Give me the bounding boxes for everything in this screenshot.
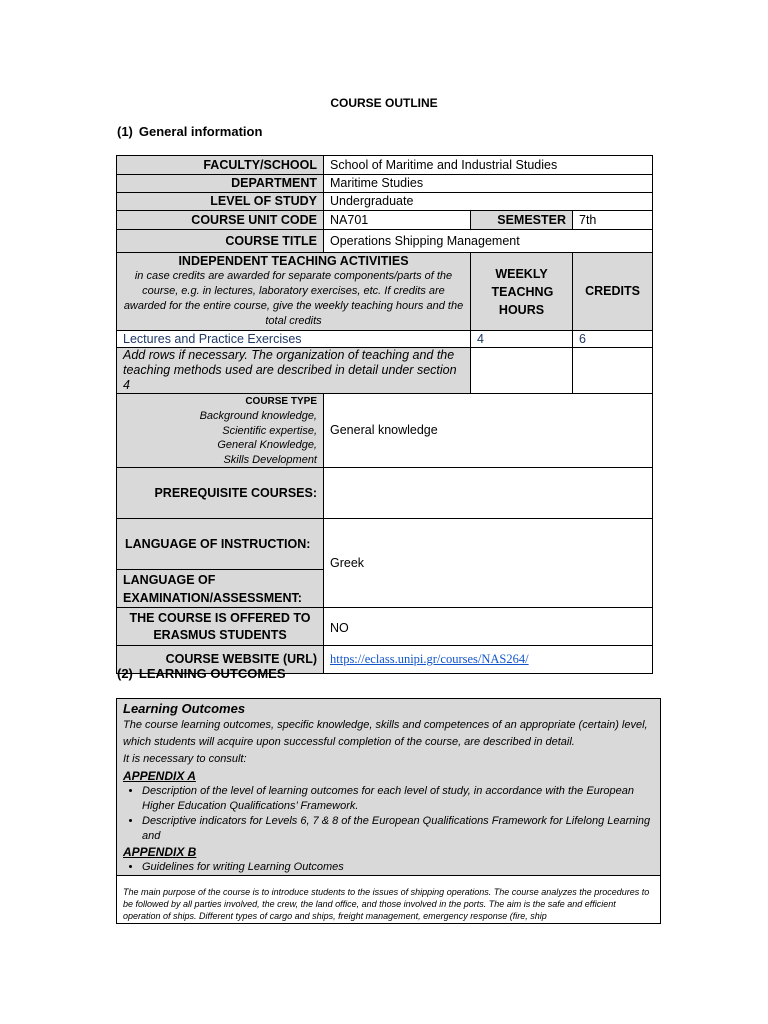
website-label: COURSE WEBSITE (URL) [117,646,324,674]
course-type-option: General Knowledge, [217,439,317,451]
faculty-label: FACULTY/SCHOOL [117,156,324,175]
activity-name: Lectures and Practice Exercises [117,331,471,348]
appendix-b-heading: APPENDIX B [123,845,197,859]
learning-outcomes-title: Learning Outcomes [123,701,246,716]
empty-credits-cell [573,348,653,394]
semester-label: SEMESTER [471,211,573,230]
weekly-hours-header: WEEKLY TEACHNG HOURS [471,253,573,331]
document-title: COURSE OUTLINE [330,96,438,110]
level-value: Undergraduate [324,193,653,211]
course-code-label: COURSE UNIT CODE [117,211,324,230]
department-value: Maritime Studies [324,175,653,193]
instruction-language-label: LANGUAGE OF INSTRUCTION: [117,519,324,570]
learning-outcomes-box [116,698,661,924]
teaching-activities-heading: INDEPENDENT TEACHING ACTIVITIES [178,254,409,268]
course-code-value: NA701 [324,211,471,230]
section-2-number: (2) [117,666,133,681]
section-1-number: (1) [117,124,133,139]
course-type-label: COURSE TYPE [245,396,317,407]
section-1-title: General information [138,124,263,139]
language-value: Greek [324,519,653,608]
exam-language-label: LANGUAGE OF EXAMINATION/ASSESSMENT: [117,570,324,608]
teaching-activities-header [117,253,471,331]
course-type-value: General knowledge [324,394,653,468]
section-2-heading [117,666,286,681]
course-title-value: Operations Shipping Management [324,230,653,253]
add-rows-note: Add rows if necessary. The organization of teaching and the teaching methods used are described in detail under section 4 [117,348,471,394]
section-1-heading [117,124,262,139]
prerequisite-label: PREREQUISITE COURSES: [117,468,324,519]
appendix-b-list [123,860,654,875]
credits-header: CREDITS [573,253,653,331]
learning-outcomes-consult: It is necessary to consult: [123,753,247,765]
appendix-b-item: • Guidelines for writing Learning Outcomes [142,860,654,875]
erasmus-value: NO [324,608,653,646]
course-website-link[interactable]: https://eclass.unipi.gr/courses/NAS264/ [330,652,529,666]
course-type-option: Scientific expertise, [222,424,317,437]
learning-outcomes-intro: The course learning outcomes, specific knowledge, skills and competences of an appropriate (certain) level, which students will acquire upon successful completion of the course, are described in detail. [123,719,648,748]
appendix-a-list [123,784,654,844]
website-value-cell [324,646,653,674]
course-type-option: Skills Development [223,453,317,466]
appendix-a-item: • Descriptive indicators for Levels 6, 7 & 8 of the European Qualifications Framework for Lifelong Learning and [142,814,654,844]
course-title-label: COURSE TITLE [117,230,324,253]
appendix-a-item: • Description of the level of learning outcomes for each level of study, in accordance with the European Higher Education Qualifications’ Framework. [142,784,654,814]
general-information-table [116,155,653,674]
activity-hours: 4 [471,331,573,348]
erasmus-label: THE COURSE IS OFFERED TO ERASMUS STUDENTS [117,608,324,646]
appendix-a-heading: APPENDIX A [123,769,196,783]
learning-outcomes-description: The main purpose of the course is to introduce students to the issues of shipping operations. The course analyzes the procedures to be followed by all parties involved, the crew, the land office, and those involved in the ports. The aim is the safe and efficient operation of ships. Different types of cargo and ships, freight management, emergency response (fire, ship [123,887,650,921]
activity-credits: 6 [573,331,653,348]
semester-value: 7th [573,211,653,230]
department-label: DEPARTMENT [117,175,324,193]
learning-outcomes-guidance [117,699,660,876]
course-type-option: Background knowledge, [199,410,317,422]
empty-hours-cell [471,348,573,394]
teaching-activities-note: in case credits are awarded for separate components/parts of the course, e.g. in lectures, laboratory exercises, etc. If credits are awarded for the entire course, give the weekly teaching hours and the total credits [123,270,464,327]
prerequisite-value [324,468,653,519]
level-label: LEVEL OF STUDY [117,193,324,211]
course-type-cell [117,394,324,468]
section-2-title: LEARNING OUTCOMES [138,666,286,681]
faculty-value: School of Maritime and Industrial Studies [324,156,653,175]
